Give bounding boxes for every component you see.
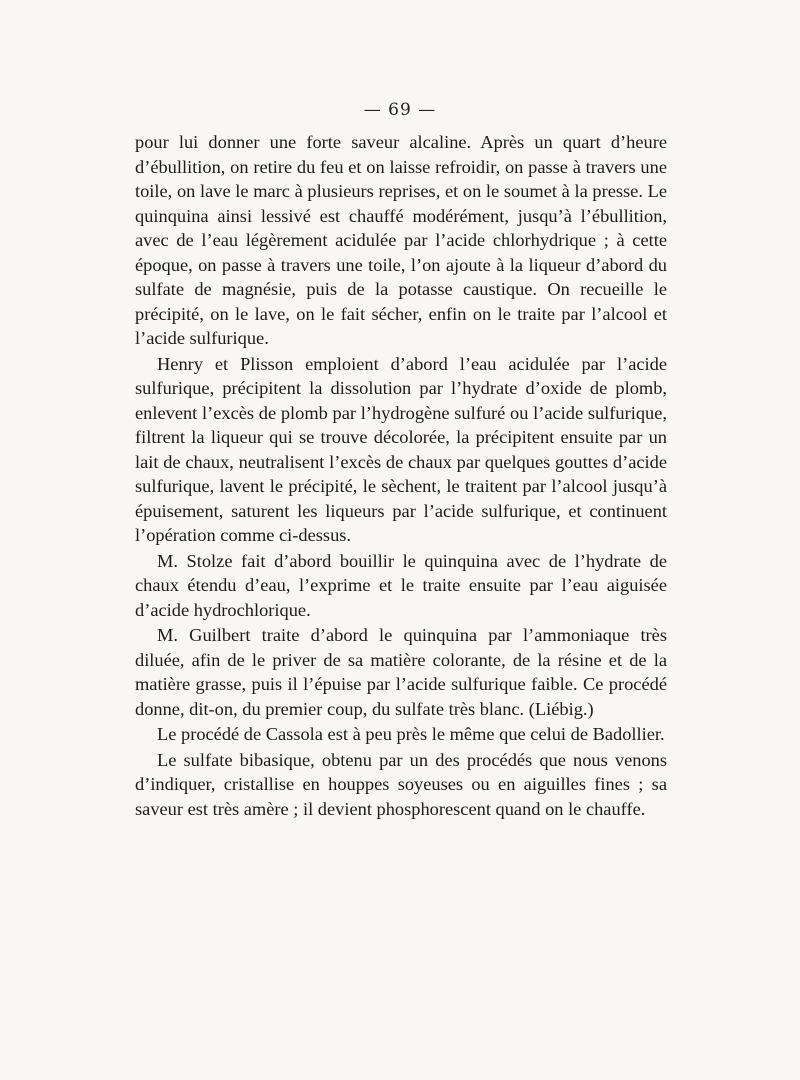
body-text bbox=[135, 130, 667, 821]
paragraph-1: pour lui donner une forte saveur alcaline. Après un quart d’heure d’ébullition, on retire du feu et on laisse refroidir, on passe à travers une toile, on lave le marc à plusieurs reprises, et on le soumet à la presse. Le quinquina ainsi lessivé est chauffé modérément, jusqu’à l’ébullition, avec de l’eau légèrement acidulée par l’acide chlorhydrique ; à cette époque, on passe à travers une toile, l’on ajoute à la liqueur d’abord du sulfate de magnésie, puis de la potasse caustique. On recueille le précipité, on le lave, on le fait sécher, enfin on le traite par l’alcool et l’acide sulfurique. bbox=[135, 132, 667, 348]
paragraph-2: Henry et Plisson emploient d’abord l’eau acidulée par l’acide sulfurique, précipitent la dissolution par l’hydrate d’oxide de plomb, enlevent l’excès de plomb par l’hydrogène sulfuré ou l’acide sulfurique, filtrent la liqueur qui se trouve décolorée, la précipitent ensuite par un lait de chaux, neutralisent l’excès de chaux par quelques gouttes d’acide sulfurique, lavent le précipité, le sèchent, le traitent par l’alcool jusqu’à épuisement, saturent les liqueurs par l’acide sulfurique, et continuent l’opération comme ci-dessus. bbox=[135, 353, 667, 545]
paragraph-5: Le procédé de Cassola est à peu près le même que celui de Badollier. bbox=[157, 724, 665, 744]
page-number: — 69 — bbox=[363, 100, 437, 120]
paragraph-4: M. Guilbert traite d’abord le quinquina par l’ammoniaque très diluée, afin de le priver de sa matière colorante, de la résine et de la matière grasse, puis il l’épuise par l’acide sulfurique faible. Ce procédé donne, dit-on, du premier coup, du sulfate très blanc. (Liébig.) bbox=[135, 625, 667, 719]
paragraph-6: Le sulfate bibasique, obtenu par un des procédés que nous venons d’indiquer, cristallise en houppes soyeuses ou en aiguilles fines ; sa saveur est très amère ; il devient phosphorescent quand on le chauffe. bbox=[135, 749, 667, 819]
paragraph-3: M. Stolze fait d’abord bouillir le quinquina avec de l’hydrate de chaux étendu d’eau, l’exprime et le traite ensuite par l’eau aiguisée d’acide hydrochlorique. bbox=[135, 550, 667, 620]
